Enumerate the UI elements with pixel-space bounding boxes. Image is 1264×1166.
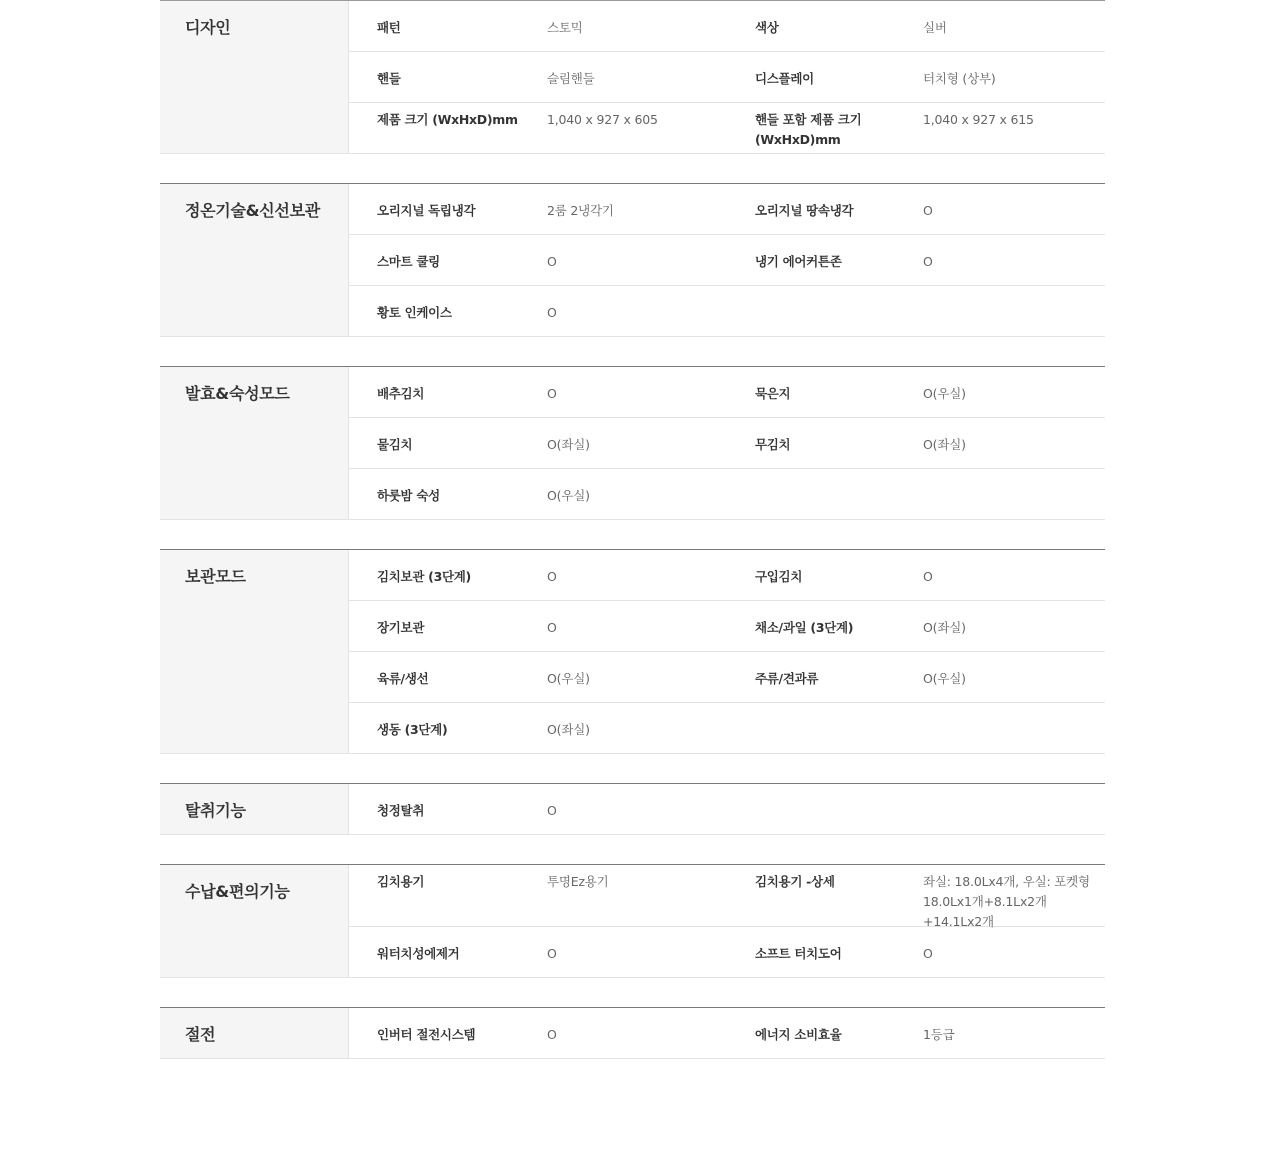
spec-row bbox=[349, 550, 1105, 601]
spec-label: 배추김치 bbox=[377, 386, 425, 401]
spec-label: 디스플레이 bbox=[755, 71, 814, 86]
spec-label: 구입김치 bbox=[755, 569, 803, 584]
spec-label: 생동 (3단계) bbox=[377, 722, 448, 737]
spec-value: O bbox=[923, 946, 933, 961]
spec-value: 1,040 x 927 x 605 bbox=[547, 112, 658, 127]
spec-value: 1등급 bbox=[923, 1027, 955, 1042]
spec-value: 터치형 (상부) bbox=[923, 71, 996, 86]
spec-label: 핸들 bbox=[377, 71, 401, 86]
spec-label: 색상 bbox=[755, 20, 779, 35]
spec-row bbox=[349, 103, 1105, 154]
spec-value bbox=[923, 784, 1105, 834]
spec-value: O bbox=[547, 305, 557, 320]
spec-label: 오리지널 독립냉각 bbox=[377, 203, 476, 218]
spec-section-power-saving bbox=[160, 1007, 1105, 1059]
spec-value: O bbox=[923, 254, 933, 269]
spec-value: O(좌실) bbox=[923, 620, 966, 635]
spec-value: 1,040 x 927 x 615 bbox=[923, 112, 1034, 127]
spec-value: O(우실) bbox=[547, 488, 590, 503]
spec-row bbox=[349, 1008, 1105, 1059]
section-rows bbox=[349, 784, 1105, 835]
spec-label: 장기보관 bbox=[377, 620, 425, 635]
spec-value bbox=[923, 703, 1105, 753]
spec-label: 김치보관 (3단계) bbox=[377, 569, 471, 584]
spec-value: 실버 bbox=[923, 20, 947, 35]
section-title: 보관모드 bbox=[160, 550, 349, 754]
spec-label: 물김치 bbox=[377, 437, 413, 452]
section-rows bbox=[349, 865, 1105, 978]
spec-value: O(우실) bbox=[923, 671, 966, 686]
spec-value: O bbox=[547, 386, 557, 401]
spec-row bbox=[349, 367, 1105, 418]
spec-value bbox=[923, 286, 1105, 336]
spec-label: 하룻밤 숙성 bbox=[377, 488, 440, 503]
spec-label: 무김치 bbox=[755, 437, 791, 452]
spec-value: O(우실) bbox=[923, 386, 966, 401]
spec-row bbox=[349, 418, 1105, 469]
spec-value: O bbox=[923, 203, 933, 218]
section-title: 발효&숙성모드 bbox=[160, 367, 349, 520]
section-title: 수납&편의기능 bbox=[160, 865, 349, 978]
section-rows bbox=[349, 1008, 1105, 1059]
spec-label: 에너지 소비효율 bbox=[755, 1027, 842, 1042]
spec-value: 슬림핸들 bbox=[547, 71, 595, 86]
spec-label bbox=[755, 703, 923, 753]
spec-table bbox=[160, 0, 1105, 1088]
spec-row bbox=[349, 865, 1105, 927]
spec-row bbox=[349, 235, 1105, 286]
spec-row bbox=[349, 601, 1105, 652]
spec-row bbox=[349, 927, 1105, 978]
spec-label: 패턴 bbox=[377, 20, 401, 35]
spec-label: 육류/생선 bbox=[377, 671, 429, 686]
spec-value: 좌실: 18.0Lx4개, 우실: 포켓형 18.0Lx1개+8.1Lx2개+14.1Lx2개 bbox=[923, 874, 1090, 929]
spec-label: 스마트 쿨링 bbox=[377, 254, 440, 269]
spec-value: O(좌실) bbox=[547, 437, 590, 452]
section-title: 디자인 bbox=[160, 1, 349, 154]
spec-label: 김치용기 bbox=[377, 874, 425, 889]
section-rows bbox=[349, 550, 1105, 754]
spec-row bbox=[349, 52, 1105, 103]
spec-section-storage-mode bbox=[160, 549, 1105, 754]
spec-label: 채소/과일 (3단계) bbox=[755, 620, 854, 635]
section-rows bbox=[349, 367, 1105, 520]
spec-label: 묵은지 bbox=[755, 386, 791, 401]
spec-label: 황토 인케이스 bbox=[377, 305, 452, 320]
spec-label: 소프트 터치도어 bbox=[755, 946, 842, 961]
spec-label bbox=[755, 286, 923, 336]
section-title: 탈취기능 bbox=[160, 784, 349, 835]
spec-value: 투명Ez용기 bbox=[547, 874, 609, 889]
spec-value: O bbox=[547, 254, 557, 269]
spec-row bbox=[349, 469, 1105, 520]
section-rows bbox=[349, 1, 1105, 154]
section-rows bbox=[349, 184, 1105, 337]
spec-value: 스토믹 bbox=[547, 20, 583, 35]
spec-row bbox=[349, 184, 1105, 235]
spec-section-storage-convenience bbox=[160, 864, 1105, 978]
section-title: 절전 bbox=[160, 1008, 349, 1059]
spec-label: 워터치성에제거 bbox=[377, 946, 460, 961]
spec-label bbox=[755, 469, 923, 519]
spec-label: 냉기 에어커튼존 bbox=[755, 254, 842, 269]
spec-label: 김치용기 -상세 bbox=[755, 874, 835, 889]
spec-label: 오리지널 땅속냉각 bbox=[755, 203, 854, 218]
section-title: 정온기술&신선보관 bbox=[160, 184, 349, 337]
spec-value: O bbox=[547, 620, 557, 635]
spec-label: 제품 크기 (WxHxD)mm bbox=[377, 112, 518, 127]
spec-row bbox=[349, 784, 1105, 835]
spec-section-design bbox=[160, 0, 1105, 154]
spec-value: O(좌실) bbox=[923, 437, 966, 452]
spec-value: O bbox=[547, 569, 557, 584]
spec-label: 주류/견과류 bbox=[755, 671, 819, 686]
spec-value: O bbox=[923, 569, 933, 584]
spec-row bbox=[349, 286, 1105, 337]
spec-value: O bbox=[547, 946, 557, 961]
spec-section-temperature-freshness bbox=[160, 183, 1105, 337]
spec-label bbox=[755, 784, 923, 834]
spec-value: O(좌실) bbox=[547, 722, 590, 737]
spec-label: 인버터 절전시스템 bbox=[377, 1027, 476, 1042]
spec-label: 핸들 포함 제품 크기 (WxHxD)mm bbox=[755, 112, 862, 147]
spec-row bbox=[349, 1, 1105, 52]
spec-section-deodorization bbox=[160, 783, 1105, 835]
spec-value bbox=[923, 469, 1105, 519]
spec-label: 청정탈취 bbox=[377, 803, 425, 818]
spec-section-fermentation-mode bbox=[160, 366, 1105, 520]
spec-value: 2룸 2냉각기 bbox=[547, 203, 614, 218]
spec-row bbox=[349, 652, 1105, 703]
spec-value: O bbox=[547, 803, 557, 818]
spec-value: O bbox=[547, 1027, 557, 1042]
spec-value: O(우실) bbox=[547, 671, 590, 686]
spec-row bbox=[349, 703, 1105, 754]
